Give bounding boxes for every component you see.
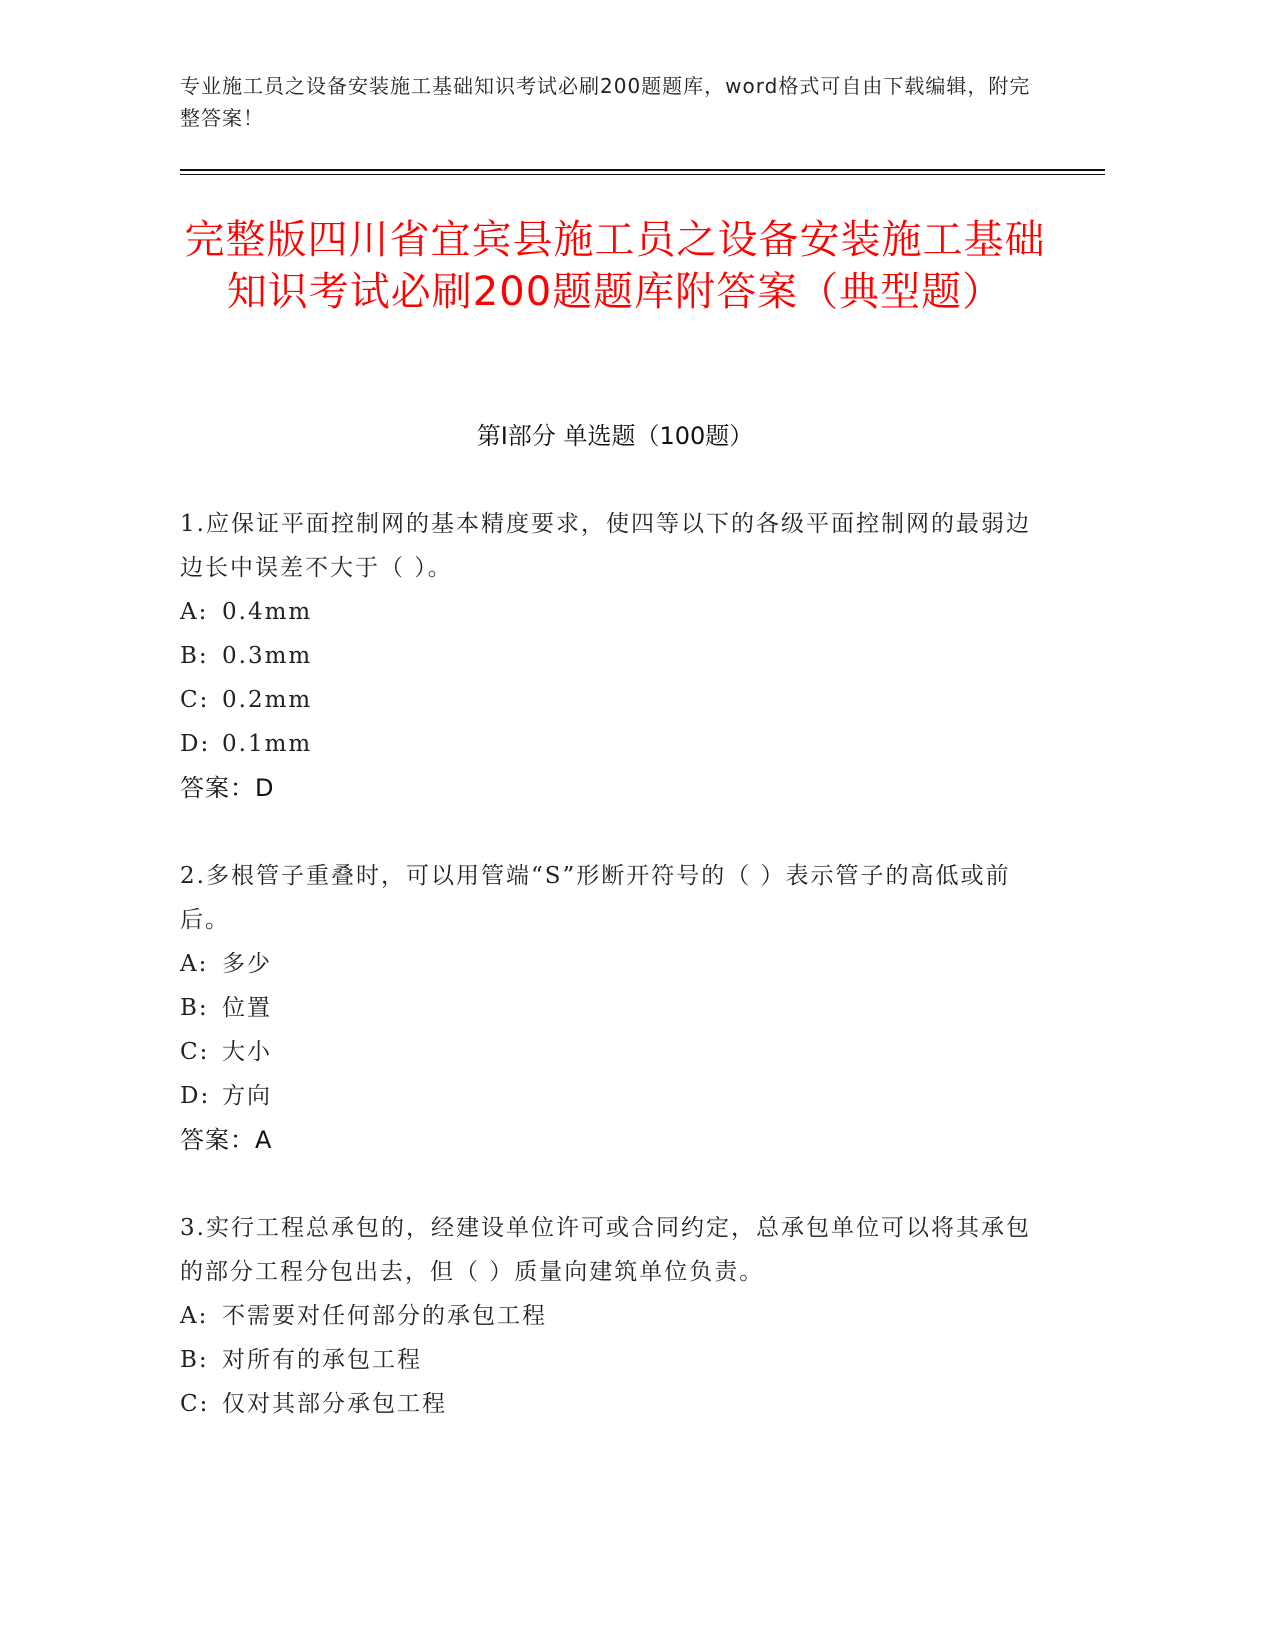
option-key: C:	[180, 1391, 210, 1417]
option-text: 位置	[222, 995, 272, 1021]
option-key: D:	[180, 731, 211, 757]
header-rule-thick	[180, 169, 1105, 171]
option-key: C:	[180, 1039, 210, 1065]
header-rule-thin	[180, 174, 1105, 175]
answer-line: 答案：A	[180, 1126, 273, 1154]
option-key: B:	[180, 1347, 209, 1373]
option-b	[180, 1338, 1040, 1382]
option-text: 0.4mm	[222, 599, 313, 625]
section-title: 第I部分 单选题（100题）	[476, 422, 754, 450]
option-key: A:	[180, 951, 209, 977]
option-c	[180, 1030, 1040, 1074]
option-c	[180, 1382, 1040, 1426]
option-key: C:	[180, 687, 210, 713]
option-a	[180, 942, 1040, 986]
option-a	[180, 1294, 1040, 1338]
answer-line: 答案：D	[180, 774, 275, 802]
option-b	[180, 634, 1040, 678]
option-text: 0.2mm	[222, 687, 313, 713]
option-text: 多少	[222, 951, 272, 977]
option-key: B:	[180, 995, 209, 1021]
question-stem: 2.多根管子重叠时，可以用管端“S”形断开符号的（ ）表示管子的高低或前后。	[180, 863, 1011, 933]
question-list	[180, 502, 1040, 1470]
question-stem: 1.应保证平面控制网的基本精度要求，使四等以下的各级平面控制网的最弱边边长中误差不大于（ ）。	[180, 511, 1031, 581]
option-d	[180, 1074, 1040, 1118]
question-stem: 3.实行工程总承包的，经建设单位许可或合同约定，总承包单位可以将其承包的部分工程分包出去，但（ ）质量向建筑单位负责。	[180, 1215, 1031, 1285]
option-key: A:	[180, 599, 209, 625]
header-note: 专业施工员之设备安装施工基础知识考试必刷200题题库，word格式可自由下载编辑，附完整答案！	[180, 74, 1031, 130]
question-1	[180, 502, 1040, 810]
option-key: D:	[180, 1083, 211, 1109]
option-key: B:	[180, 643, 209, 669]
option-key: A:	[180, 1303, 209, 1329]
option-d	[180, 722, 1040, 766]
document-title: 完整版四川省宜宾县施工员之设备安装施工基础知识考试必刷200题题库附答案（典型题）	[184, 217, 1046, 315]
option-text: 大小	[222, 1039, 272, 1065]
option-c	[180, 678, 1040, 722]
option-text: 0.1mm	[222, 731, 313, 757]
option-text: 方向	[222, 1083, 272, 1109]
question-3	[180, 1206, 1040, 1426]
option-a	[180, 590, 1040, 634]
option-text: 对所有的承包工程	[222, 1347, 422, 1373]
option-text: 0.3mm	[222, 643, 313, 669]
option-text: 不需要对任何部分的承包工程	[222, 1303, 547, 1329]
option-text: 仅对其部分承包工程	[222, 1391, 447, 1417]
option-b	[180, 986, 1040, 1030]
question-2	[180, 854, 1040, 1162]
